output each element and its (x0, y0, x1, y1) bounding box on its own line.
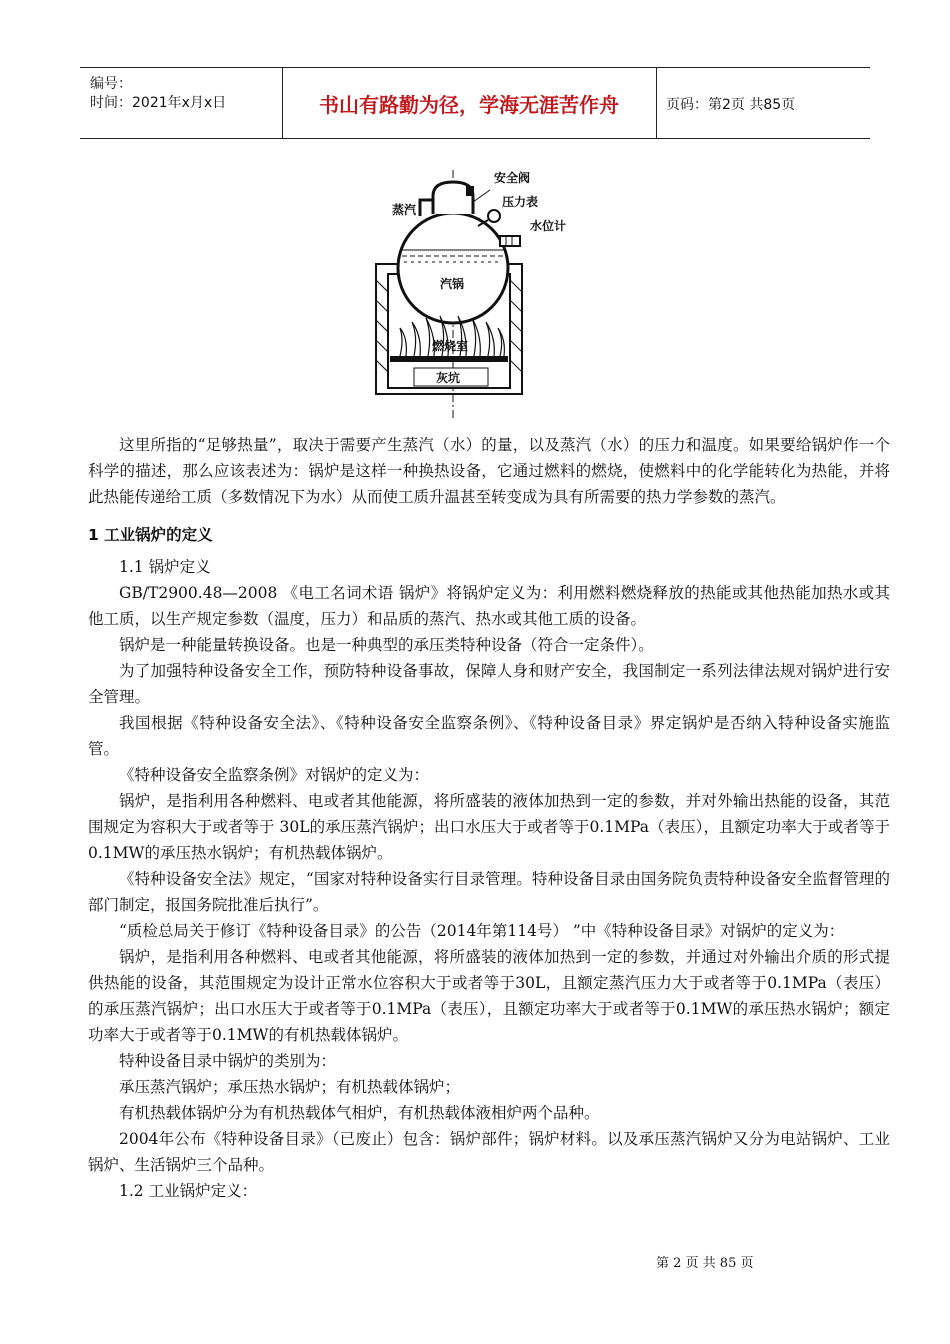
pressure-gauge-icon (488, 210, 500, 222)
section-heading: 1 工业锅炉的定义 (88, 526, 213, 544)
paragraph: 特种设备目录中锅炉的类别为： (119, 1052, 337, 1070)
header-number: 编号： (90, 76, 132, 92)
label-furnace: 燃烧室 (432, 339, 469, 353)
header-meta (80, 68, 282, 138)
paragraph: 2004年公布《特种设备目录》（已废止）包含：锅炉部件；锅炉材料。以及承压蒸汽锅炉又分为电站锅炉、工业锅炉、生活锅炉三个品种。 (88, 1130, 890, 1174)
paragraph: 承压蒸汽锅炉；承压热水锅炉；有机热载体锅炉； (119, 1078, 461, 1096)
water-gauge-icon (500, 236, 520, 246)
paragraph: 锅炉，是指利用各种燃料、电或者其他能源，将所盛装的液体加热到一定的参数，并对外输出热能的设备，其范围规定为容积大于或者等于 30L的承压蒸汽锅炉；出口水压大于或者等于0.1MPa（表压），且额定功率大于或者等于 0.1MW的承压热水锅炉；有机热载体锅炉。 (88, 792, 890, 862)
boiler-drum (398, 213, 508, 323)
paragraph: 有机热载体锅炉分为有机热载体气相炉，有机热载体液相炉两个品种。 (119, 1104, 600, 1122)
label-pressure-gauge: 压力表 (502, 195, 539, 209)
header-divider-right (656, 68, 657, 138)
header-time: 时间：2021年x月x日 (90, 95, 227, 111)
label-ash-pit: 灰坑 (436, 371, 461, 385)
subsection-heading: 1.2 工业锅炉定义： (119, 1182, 258, 1200)
paragraph: 锅炉是一种能量转换设备。也是一种典型的承压类特种设备（符合一定条件）。 (119, 636, 654, 654)
header-motto: 书山有路勤为径，学海无涯苦作舟 (319, 92, 619, 117)
paragraph: 我国根据《特种设备安全法》、《特种设备安全监察条例》、《特种设备目录》界定锅炉是否纳入特种设备实施监管。 (88, 714, 890, 758)
page-footer: 第 2 页 共 85 页 (656, 1256, 754, 1271)
label-water-gauge: 水位计 (530, 219, 567, 233)
grate (390, 356, 508, 362)
subsection-heading: 1.1 锅炉定义 (119, 558, 211, 576)
safety-valve-icon (466, 186, 474, 196)
steam-outlet-pipe (420, 200, 433, 216)
document-body (88, 432, 890, 1204)
paragraph: “质检总局关于修订《特种设备目录》的公告（2014年第114号） ”中《特种设备目录》对锅炉的定义为： (119, 922, 845, 940)
paragraph: 《特种设备安全监察条例》对锅炉的定义为： (119, 766, 430, 784)
paragraph: GB/T2900.48—2008 《电工名词术语 锅炉》将锅炉定义为：利用燃料燃烧释放的热能或其他热能加热水或其他工质，以生产规定参数（温度，压力）和品质的蒸汽、热水或其他工质的设备。 (88, 584, 890, 628)
paragraph: 这里所指的“足够热量”，取决于需要产生蒸汽（水）的量，以及蒸汽（水）的压力和温度。如果要给锅炉作一个科学的描述，那么应该表述为：锅炉是这样一种换热设备，它通过燃料的燃烧，使燃料中的化学能转化为热能，并将此热能传递给工质（多数情况下为水）从而使工质升温甚至转变成为具有所需要的热力学参数的蒸汽。 (88, 436, 890, 506)
boiler-diagram-svg (370, 160, 580, 418)
label-boiler-drum: 汽锅 (440, 277, 465, 291)
boiler-diagram (370, 160, 580, 418)
paragraph: 为了加强特种设备安全工作，预防特种设备事故，保障人身和财产安全，我国制定一系列法律法规对锅炉进行安全管理。 (88, 662, 890, 706)
safety-valve-leader (473, 190, 490, 202)
paragraph: 锅炉，是指利用各种燃料、电或者其他能源，将所盛装的液体加热到一定的参数，并通过对外输出介质的形式提供热能的设备，其范围规定为设计正常水位容积大于或者等于30L，且额定蒸汽压力大于或者等于0.1MPa（表压）的承压蒸汽锅炉；出口水压大于或者等于0.1MPa（表压），且额定功率大于或者等于0.1MW的承压热水锅炉；额定功率大于或者等于0.1MW的有机热载体锅炉。 (88, 948, 890, 1044)
paragraph: 《特种设备安全法》规定，“国家对特种设备实行目录管理。特种设备目录由国务院负责特种设备安全监督管理的部门制定，报国务院批准后执行”。 (88, 870, 890, 914)
page-header (80, 67, 870, 139)
header-page-info: 页码：第2页 共85页 (666, 97, 796, 113)
label-safety-valve: 安全阀 (494, 171, 531, 185)
label-steam: 蒸汽 (392, 203, 417, 217)
